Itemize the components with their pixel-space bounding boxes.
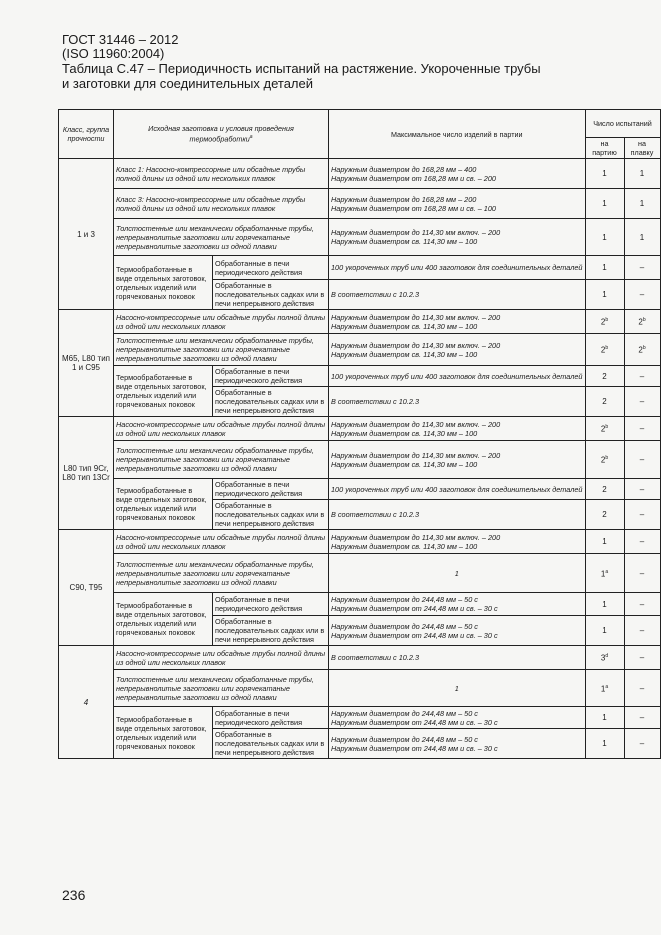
table-row: [59, 189, 661, 219]
tests-per-heat-value: –: [639, 599, 645, 609]
class-cell: L80 тип 9Cr, L80 тип 13Cr: [59, 417, 114, 530]
tests-per-heat-value: –: [639, 263, 645, 272]
iso-reference: (ISO 11960:2004): [62, 46, 165, 61]
max-items-cell: [329, 334, 586, 366]
max-items-line: Наружным диаметром св. 114,30 мм – 100: [331, 428, 478, 438]
heat-treated-cell: Термообработанные в виде отдельных заготовок, отдельных изделий или горячекованых поковок: [114, 707, 213, 759]
tests-per-lot-value: 1: [600, 684, 606, 694]
footnote-mark: a: [605, 683, 609, 690]
tests-per-heat-cell: [624, 417, 660, 441]
max-items-line: В соответствии с 10.2.3: [331, 290, 420, 299]
max-items-cell: [329, 729, 586, 759]
col-header-class: Класс, группа прочности: [59, 110, 114, 159]
col-header-tests: Число испытаний: [585, 110, 660, 138]
col-header-per-heat: на плавку: [624, 138, 660, 159]
max-items-line: В соответствии с 10.2.3: [331, 510, 420, 519]
tests-per-heat-value: –: [639, 371, 645, 381]
tests-per-heat-value: –: [639, 455, 645, 464]
max-items-line: 1: [454, 568, 459, 578]
max-items-line: 1: [454, 683, 459, 693]
tests-per-lot-value: 1: [600, 569, 606, 579]
condition-cell: Насосно-компрессорные или обсадные трубы полной длины из одной или нескольких плавок: [114, 310, 329, 334]
tests-per-lot-cell: [585, 616, 624, 646]
condition-cell: Толстостенные или механически обработанные трубы, непрерывнолитые заготовки или горячекатаные непрерывнолитые заготовки из одной плавки: [114, 670, 329, 707]
condition-cell: Толстостенные или механически обработанные трубы, непрерывнолитые заготовки или горячекатаные непрерывнолитые заготовки из одной плавки: [114, 441, 329, 479]
tests-per-lot-cell: [585, 310, 624, 334]
footnote-mark: b: [605, 345, 609, 352]
tests-per-heat-cell: [624, 159, 660, 189]
max-items-cell: [329, 159, 586, 189]
condition-cell: Обработанные в печи периодического действия: [213, 256, 329, 280]
tests-per-lot-value: 1: [602, 739, 607, 748]
tests-per-lot-cell: [585, 189, 624, 219]
tests-per-heat-cell: [624, 670, 660, 707]
max-items-line: 100 укороченных труб или 400 заготовок для соединительных деталей: [331, 484, 583, 494]
tests-per-lot-cell: [585, 334, 624, 366]
tests-per-lot-cell: [585, 729, 624, 759]
class-cell: М65, L80 тип 1 и С95: [59, 310, 114, 417]
max-items-line: Наружным диаметром св. 114,30 мм – 100: [331, 321, 478, 331]
tests-per-lot-cell: [585, 646, 624, 670]
tests-per-heat-cell: [624, 387, 660, 417]
footnote-mark: b: [642, 345, 646, 352]
table-row: [59, 441, 661, 479]
tests-per-lot-value: 1: [602, 626, 607, 635]
tests-per-heat-value: –: [639, 568, 645, 578]
condition-cell: Насосно-компрессорные или обсадные трубы полной длины из одной или нескольких плавок: [114, 417, 329, 441]
tests-per-heat-value: 2: [638, 317, 643, 327]
tests-per-heat-cell: [624, 530, 660, 554]
tests-per-heat-value: 1: [639, 169, 645, 178]
tests-per-heat-value: –: [639, 739, 645, 748]
tests-per-lot-value: 2: [602, 484, 607, 494]
tests-per-heat-cell: [624, 189, 660, 219]
max-items-line: Наружным диаметром до 244,48 мм – 50 c: [331, 708, 478, 718]
tests-per-heat-cell: [624, 554, 660, 593]
table-row: [59, 530, 661, 554]
class-cell: 4: [59, 646, 114, 759]
footnote-mark: b: [605, 424, 609, 431]
condition-cell: Класс 3: Насосно-компрессорные или обсадные трубы полной длины из одной или нескольких плавок: [114, 189, 329, 219]
condition-cell: Обработанные в печи периодического действия: [213, 479, 329, 500]
table-title-cont: и заготовки для соединительных деталей: [62, 76, 313, 91]
tests-per-heat-cell: [624, 500, 660, 530]
tests-per-heat-value: 1: [639, 232, 645, 242]
max-items-line: Наружным диаметром до 114,30 мм включ. – 200: [331, 532, 501, 542]
condition-cell: Насосно-компрессорные или обсадные трубы полной длины из одной или нескольких плавок: [114, 530, 329, 554]
max-items-cell: [329, 707, 586, 729]
tests-per-lot-value: 2: [602, 397, 607, 406]
max-items-line: Наружным диаметром от 244,48 мм и св. – 30 c: [331, 743, 498, 753]
table-row: [59, 417, 661, 441]
tests-per-heat-cell: [624, 280, 660, 310]
tests-per-heat-cell: [624, 256, 660, 280]
tests-per-lot-cell: [585, 417, 624, 441]
max-items-cell: [329, 530, 586, 554]
condition-cell: Обработанные в печи периодического действия: [213, 707, 329, 729]
table-row: [59, 256, 661, 280]
max-items-cell: [329, 189, 586, 219]
max-items-cell: [329, 310, 586, 334]
max-items-line: Наружным диаметром св. 114,30 мм – 100: [331, 349, 478, 359]
class-cell: С90, Т95: [59, 530, 114, 646]
tests-per-heat-cell: [624, 366, 660, 387]
max-items-line: Наружным диаметром св. 114,30 мм – 100: [331, 459, 478, 469]
condition-cell: Обработанные в последовательных садках или в печи непрерывного действия: [213, 729, 329, 759]
max-items-cell: [329, 646, 586, 670]
tests-per-lot-value: 2: [602, 371, 607, 381]
tests-per-heat-value: –: [639, 484, 645, 494]
tests-per-lot-value: 2: [600, 317, 606, 327]
tests-per-lot-value: 3: [600, 653, 606, 663]
standard-code: ГОСТ 31446 – 2012: [62, 32, 179, 47]
max-items-cell: [329, 280, 586, 310]
tests-per-lot-cell: [585, 219, 624, 256]
max-items-cell: [329, 219, 586, 256]
table-row: [59, 593, 661, 616]
table-row: [59, 479, 661, 500]
max-items-line: 100 укороченных труб или 400 заготовок для соединительных деталей: [331, 371, 583, 381]
tests-per-lot-cell: [585, 441, 624, 479]
tests-per-heat-cell: [624, 593, 660, 616]
footnote-mark: a: [605, 568, 609, 575]
condition-cell: Толстостенные или механически обработанные трубы, непрерывнолитые заготовки или горячекатаные непрерывнолитые заготовки из одной плавки: [114, 554, 329, 593]
test-frequency-table: [58, 109, 661, 759]
max-items-cell: [329, 670, 586, 707]
tests-per-lot-cell: [585, 280, 624, 310]
condition-cell: Обработанные в печи периодического действия: [213, 366, 329, 387]
tests-per-heat-value: –: [639, 537, 645, 546]
condition-cell: Обработанные в последовательных садках или в печи непрерывного действия: [213, 500, 329, 530]
tests-per-lot-value: 1: [602, 713, 607, 722]
condition-cell: Насосно-компрессорные или обсадные трубы полной длины из одной или нескольких плавок: [114, 646, 329, 670]
max-items-line: Наружным диаметром от 168,28 мм и св. – 100: [331, 203, 496, 213]
max-items-line: Наружным диаметром до 114,30 мм включ. – 200: [331, 312, 501, 322]
tests-per-lot-cell: [585, 500, 624, 530]
max-items-cell: [329, 256, 586, 280]
tests-per-heat-cell: [624, 334, 660, 366]
tests-per-lot-value: 1: [602, 537, 607, 546]
condition-cell: Обработанные в последовательных садках или в печи непрерывного действия: [213, 280, 329, 310]
max-items-line: В соответствии с 10.2.3: [331, 653, 420, 662]
max-items-line: Наружным диаметром от 168,28 мм и св. – 200: [331, 173, 496, 183]
max-items-cell: [329, 366, 586, 387]
tests-per-lot-cell: [585, 707, 624, 729]
table-row: [59, 646, 661, 670]
condition-cell: Обработанные в последовательных садках или в печи непрерывного действия: [213, 387, 329, 417]
tests-per-lot-cell: [585, 593, 624, 616]
tests-per-lot-value: 1: [602, 599, 607, 609]
col-header-condition: Исходная заготовка и условия проведения термообработки$^a$: [114, 110, 329, 159]
max-items-line: Наружным диаметром до 114,30 мм включ. – 200: [331, 228, 501, 237]
condition-cell: Обработанные в печи периодического действия: [213, 593, 329, 616]
max-items-line: Наружным диаметром до 114,30 мм включ. – 200: [331, 419, 501, 429]
condition-cell: Толстостенные или механически обработанные трубы, непрерывнолитые заготовки или горячекатаные непрерывнолитые заготовки из одной плавки: [114, 334, 329, 366]
table-row: [59, 310, 661, 334]
tests-per-lot-cell: [585, 554, 624, 593]
condition-cell: Обработанные в последовательных садках или в печи непрерывного действия: [213, 616, 329, 646]
tests-per-lot-value: 2: [600, 455, 606, 465]
page-number: 236: [62, 887, 86, 903]
tests-per-heat-value: –: [639, 424, 645, 433]
max-items-line: Наружным диаметром до 244,48 мм – 50 c: [331, 595, 478, 604]
tests-per-lot-value: 1: [602, 199, 607, 208]
max-items-line: Наружным диаметром до 244,48 мм – 50 c: [331, 621, 478, 631]
table-row: [59, 159, 661, 189]
table-row: [59, 707, 661, 729]
tests-per-lot-value: 2: [602, 510, 607, 519]
tests-per-heat-cell: [624, 729, 660, 759]
table-row: [59, 554, 661, 593]
max-items-line: Наружным диаметром до 168,28 мм – 400: [331, 164, 477, 174]
max-items-line: Наружным диаметром от 244,48 мм и св. – 30 c: [331, 717, 498, 727]
tests-per-heat-cell: [624, 479, 660, 500]
max-items-line: Наружным диаметром св. 114,30 мм – 100: [331, 237, 478, 246]
heat-treated-cell: Термообработанные в виде отдельных заготовок, отдельных изделий или горячекованых поковок: [114, 256, 213, 310]
tests-per-lot-value: 1: [602, 232, 607, 242]
max-items-cell: [329, 593, 586, 616]
tests-per-heat-value: –: [639, 397, 645, 406]
heat-treated-cell: Термообработанные в виде отдельных заготовок, отдельных изделий или горячекованых поковок: [114, 593, 213, 646]
tests-per-lot-value: 1: [602, 290, 607, 299]
col-header-per-lot: на партию: [585, 138, 624, 159]
tests-per-heat-cell: [624, 219, 660, 256]
tests-per-heat-value: –: [639, 290, 645, 299]
tests-per-lot-cell: [585, 479, 624, 500]
tests-per-heat-value: –: [639, 653, 645, 662]
max-items-cell: [329, 554, 586, 593]
table-row: [59, 334, 661, 366]
tests-per-lot-value: 1: [602, 169, 607, 178]
tests-per-lot-value: 2: [600, 345, 606, 355]
tests-per-lot-cell: [585, 670, 624, 707]
footnote-mark: b: [605, 455, 609, 462]
tests-per-lot-cell: [585, 530, 624, 554]
tests-per-heat-value: –: [639, 510, 645, 519]
tests-per-lot-cell: [585, 387, 624, 417]
tests-per-heat-value: –: [639, 683, 645, 693]
table-row: [59, 670, 661, 707]
tests-per-lot-value: 1: [602, 263, 607, 272]
tests-per-lot-cell: [585, 159, 624, 189]
max-items-line: Наружным диаметром до 168,28 мм – 200: [331, 194, 477, 204]
tests-per-heat-cell: [624, 646, 660, 670]
max-items-cell: [329, 441, 586, 479]
tests-per-lot-cell: [585, 366, 624, 387]
tests-per-lot-cell: [585, 256, 624, 280]
condition-cell: Класс 1: Насосно-компрессорные или обсадные трубы полной длины из одной или нескольких плавок: [114, 159, 329, 189]
heat-treated-cell: Термообработанные в виде отдельных заготовок, отдельных изделий или горячекованых поковок: [114, 366, 213, 417]
max-items-line: Наружным диаметром до 244,48 мм – 50 c: [331, 734, 478, 744]
max-items-cell: [329, 387, 586, 417]
max-items-cell: [329, 500, 586, 530]
max-items-line: Наружным диаметром от 244,48 мм и св. – 30 c: [331, 604, 498, 613]
max-items-line: 100 укороченных труб или 400 заготовок для соединительных деталей: [331, 263, 583, 272]
footnote-mark: b: [605, 317, 609, 324]
max-items-line: Наружным диаметром до 114,30 мм включ. – 200: [331, 340, 501, 350]
max-items-line: Наружным диаметром св. 114,30 мм – 100: [331, 541, 478, 551]
table-row: [59, 366, 661, 387]
header-row: [59, 110, 661, 138]
tests-per-heat-value: –: [639, 626, 645, 635]
tests-per-heat-value: 1: [639, 199, 645, 208]
tests-per-heat-value: 2: [638, 345, 643, 355]
table-title: Таблица С.47 – Периодичность испытаний на растяжение. Укороченные трубы: [62, 61, 541, 76]
condition-cell: Толстостенные или механически обработанные трубы, непрерывнолитые заготовки или горячекатаные непрерывнолитые заготовки из одной плавки: [114, 219, 329, 256]
max-items-line: Наружным диаметром до 114,30 мм включ. – 200: [331, 450, 501, 460]
tests-per-heat-cell: [624, 310, 660, 334]
max-items-cell: [329, 616, 586, 646]
heat-treated-cell: Термообработанные в виде отдельных заготовок, отдельных изделий или горячекованых поковок: [114, 479, 213, 530]
max-items-cell: [329, 479, 586, 500]
tests-per-lot-value: 2: [600, 424, 606, 434]
tests-per-heat-cell: [624, 441, 660, 479]
col-header-max: Максимальное число изделий в партии: [329, 110, 586, 159]
max-items-line: Наружным диаметром от 244,48 мм и св. – 30 c: [331, 630, 498, 640]
tests-per-heat-value: –: [639, 713, 645, 722]
footnote-mark: b: [642, 317, 646, 324]
tests-per-heat-cell: [624, 707, 660, 729]
footnote-mark: d: [605, 653, 609, 660]
table-row: [59, 219, 661, 256]
class-cell: 1 и 3: [59, 159, 114, 310]
max-items-line: В соответствии с 10.2.3: [331, 397, 420, 406]
tests-per-heat-cell: [624, 616, 660, 646]
max-items-cell: [329, 417, 586, 441]
